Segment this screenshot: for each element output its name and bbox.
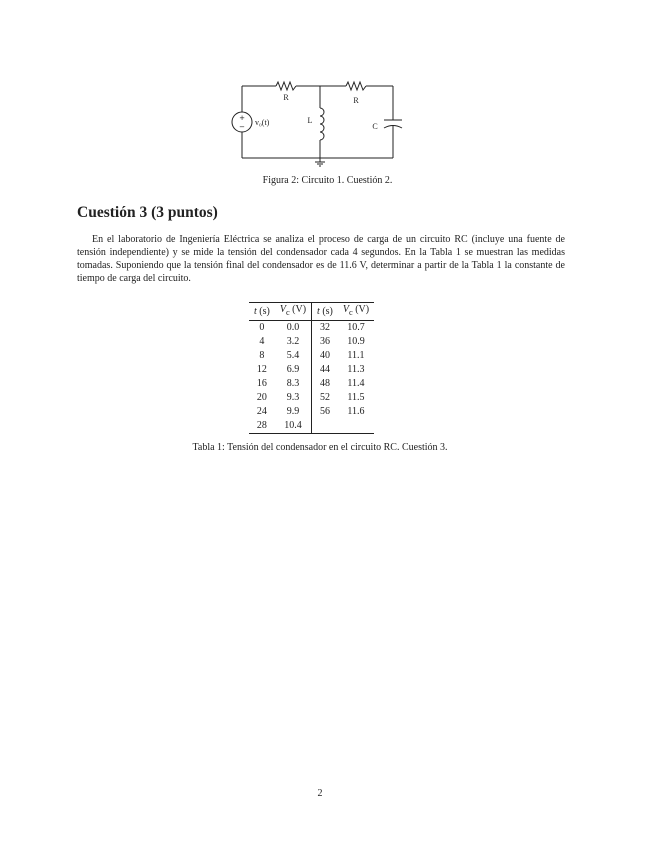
question-paragraph: En el laboratorio de Ingeniería Eléctrica se analiza el proceso de carga de un circuito RC (incluye una fuente de tensión independiente) y se mide la tensión del condensador cada 4 segundos. En la Tabla 1 se muestran las medidas tomadas. Suponiendo que la tensión final del condensador es de 11.6 V, determinar a partir de la Tabla 1 la constante de tiempo de carga del circuito. (77, 234, 565, 284)
table-row: 16 8.3 48 11.4 (256, 378, 365, 389)
resistor-1-symbol (276, 82, 296, 90)
table-row: 8 5.4 40 11.1 (259, 350, 365, 361)
ground-symbol (315, 158, 325, 166)
inductor-symbol (320, 108, 324, 140)
table-row: 12 6.9 44 11.3 (256, 364, 365, 375)
resistor-2-label: R (353, 96, 359, 105)
inductor-label: L (307, 116, 313, 125)
table-header-row (249, 303, 374, 321)
resistor-1-label: R (283, 93, 289, 102)
table-row: 0 0.0 32 10.7 (259, 322, 365, 333)
capacitor-voltage-table (249, 302, 374, 434)
source-label: v₀(t) (255, 118, 270, 127)
svg-text:+: + (239, 114, 245, 122)
table-row: 4 3.2 36 10.9 (259, 336, 365, 347)
circuit-diagram (228, 70, 418, 170)
header-time-1: t (s) (249, 303, 275, 321)
table-row: 28 10.4 (249, 419, 374, 434)
capacitor-label: C (372, 122, 378, 131)
page-number: 2 (317, 788, 323, 799)
table-caption: Tabla 1: Tensión del condensador en el circuito RC. Cuestión 3. (192, 442, 448, 453)
table-row: 24 9.9 56 11.6 (256, 406, 365, 417)
section-title: Cuestión 3 (3 puntos) (77, 204, 218, 221)
resistor-2-symbol (346, 82, 366, 90)
figure-caption: Figura 2: Circuito 1. Cuestión 2. (262, 175, 393, 186)
table-row: 20 9.3 52 11.5 (256, 392, 365, 403)
header-time-2: t (s) (312, 303, 338, 321)
header-voltage-2: $V_c$ (V) (338, 303, 374, 321)
header-voltage-1: $V_c$ (V) (275, 303, 312, 321)
svg-text:−: − (239, 123, 245, 131)
